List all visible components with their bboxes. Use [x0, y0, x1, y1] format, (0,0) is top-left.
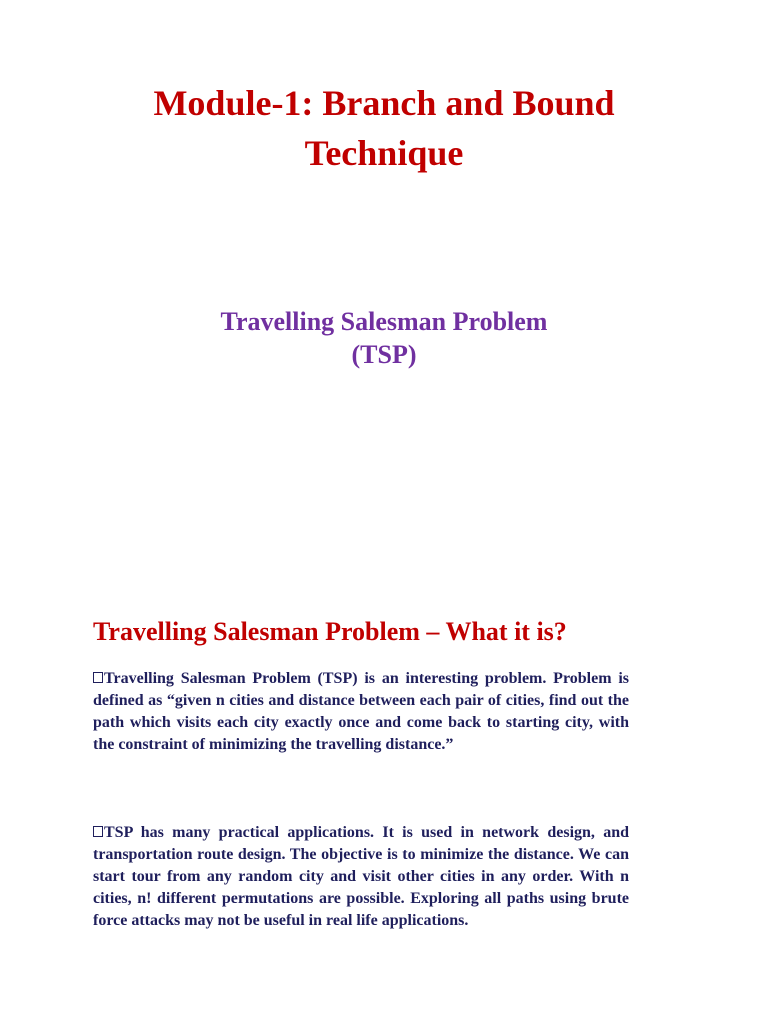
- bullet-paragraph-applications: [93, 822, 629, 932]
- square-bullet-icon: [93, 826, 103, 837]
- module-title-line-1: Module-1: Branch and Bound: [153, 83, 615, 123]
- module-title: [60, 78, 708, 178]
- bullet-text-applications: TSP has many practical applications. It is used in network design, and transportation route design. The objective is to minimize the distance. We can start tour from any random city and visit other cities in any order. With n cities, n! different permutations are possible. Exploring all paths using brute force attacks may not be useful in real life applications.: [93, 824, 629, 929]
- topic-subtitle-line-2: (TSP): [351, 340, 417, 369]
- bullet-paragraph-definition: [93, 668, 629, 756]
- module-title-line-2: Technique: [304, 133, 464, 173]
- bullet-text-definition: Travelling Salesman Problem (TSP) is an interesting problem. Problem is defined as “given n cities and distance between each pair of cities, find out the path which visits each city exactly once and come back to starting city, with the constraint of minimizing the travelling distance.”: [93, 670, 629, 753]
- topic-subtitle-line-1: Travelling Salesman Problem: [220, 307, 548, 336]
- square-bullet-icon: [93, 672, 103, 683]
- topic-subtitle: [60, 305, 708, 371]
- section-heading: Travelling Salesman Problem – What it is?: [93, 617, 567, 646]
- slide-definition: [0, 512, 768, 1024]
